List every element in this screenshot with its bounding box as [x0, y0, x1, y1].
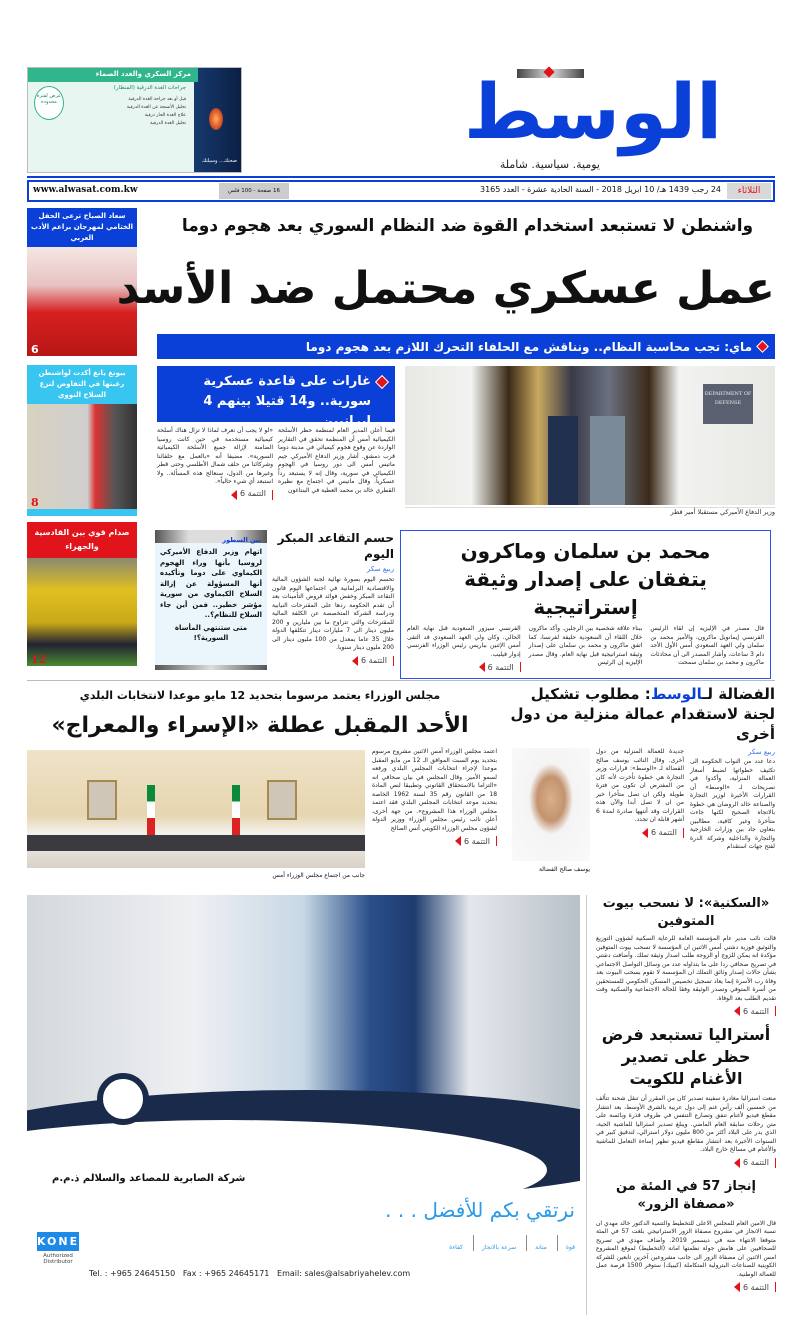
retirement-article: [272, 530, 394, 666]
housing-headline: «السكنية»: لا نسحب بيوت المتوفين: [602, 896, 770, 929]
ad-subtitle: جراحات الغدة الدرقية (المنظار): [113, 85, 186, 91]
strap-text: ماي: تجب محاسبة النظام.. ونناقش مع الحلفاء التحرك اللازم بعد هجوم دوما: [305, 339, 752, 354]
lead-col-2-text: «لو لا يجب أن نعرف لماذا لا تزال هناك أسلحة كيميائية مستخدمة في حين كانت روسيا الضامنة لإزالة جميع الأسلحة الكيميائية السورية». مضيفا أنه «بالعمل مع حلفائنا وشركائنا من حلف شمال الأطلسي وحتى قطر وغيرها من الدول، سنعالج هذه المسألة.. ولا استبعد أي شيء حالياً».: [157, 427, 273, 485]
pages-price: 16 صفحة - 100 فلس: [219, 183, 289, 199]
byline: ربيع سكر: [367, 565, 394, 573]
defense-sign: DEPARTMENT OF DEFENSE: [703, 384, 753, 424]
ad-item: تحليل الأنسجة عن الغدة الدرقية: [126, 105, 186, 110]
holiday-kicker: مجلس الوزراء يعتمد مرسوما بتحديد 12 مايو موعدا لانتخابات البلدي: [79, 689, 441, 702]
mbs-headline: محمد بن سلمان وماكرون يتفقان على إصدار وثيقة إستراتيجية: [460, 539, 711, 619]
diamond-icon: [756, 340, 769, 353]
holiday-headline: الأحد المقبل عطلة «الإسراء والمعراج»: [51, 713, 469, 738]
ad-badge: عرض لفترة محدودة: [34, 86, 64, 120]
teaser-title: بيونغ يانغ أكدت لواشنطن رغبتها في التفاوض لنزع السلاح النووي: [27, 365, 137, 404]
australia-body: منعت استراليا مغادرة سفينة تصدير كان من المقرر أن تنقل شحنة تتألف من خمسين ألف رأس غنم إلى دول عربية بالشرق الأوسط، بعد انتشار مقطع فيديو لأغنام تنفق وتصارع التنفس في ظروف قذرة وبائسة على متن رحلات سابقة العام الماضي. ويبلغ تصدير استراليا للماشية الحية، الذي يدر على البلاد أكثر من 800 مليون دولار استرالي، لتدقيق كبير في السنوات الأخيرة بعد انتشار مقاطع فيديو تظهر إساءة التعامل للماشية والأغنام في مسالخ خارج البلاد.: [596, 1095, 776, 1153]
continued-label: التتمة 6: [463, 836, 490, 846]
australia-headline: أستراليا تستبعد فرض حظر على تصدير الأغنام للكويت: [601, 1025, 771, 1088]
newspaper-logo: الوسط: [463, 67, 723, 156]
continued-link[interactable]: [407, 662, 521, 672]
fadala-col-1: [690, 748, 775, 852]
lead-photo: [405, 366, 775, 505]
column-text: اتهام وزير الدفاع الأميركي لروسيا بأنها وراء الهجوم الكيماوي على دوما وتأكيده أنها المسؤولة عن إزالة السلاح الكيماوي من سورية مؤشر خطير.. فمن أين جاء السلاح للنظام؟..: [160, 548, 262, 619]
continued-link[interactable]: [596, 1006, 776, 1016]
red-arrow-icon: [455, 836, 461, 846]
masthead-rule: [27, 176, 775, 178]
cabinet-caption: جانب من اجتماع مجلس الوزراء أمس: [272, 872, 365, 879]
continued-link[interactable]: [157, 490, 273, 500]
continued-label: التتمة 6: [239, 489, 266, 499]
right-column-rule: [586, 895, 587, 1315]
headline-prefix: الفضالة لـ: [702, 685, 775, 703]
column-question: متى ستنتهي المأساة السورية؟!: [174, 623, 248, 642]
cabinet-photo: [27, 750, 365, 868]
fadala-col-2: [596, 748, 684, 838]
kone-logo: KONE: [37, 1232, 79, 1251]
continued-link[interactable]: [596, 1158, 776, 1168]
red-arrow-icon: [734, 1006, 740, 1016]
strikes-box: [157, 366, 395, 429]
lead-col-2: [157, 427, 273, 500]
teaser-title: صدام قوي بين القادسية والجهراء: [27, 522, 137, 558]
continued-label: التتمة 6: [742, 1282, 769, 1292]
between-lines-box: [155, 530, 267, 670]
health-ad[interactable]: [27, 67, 242, 173]
refinery-body: قال الامين العام للمجلس الاعلى للتخطيط والتنمية الدكتور خالد مهدي ان نسبة الانجاز في مشروع مصفاة الزور الاستراتيجي بلغت 57 في المئة متوقعا الانتهاء منه في ديسمبر 2019. واضاف مهدي في تصريح للصحافيين على هامش جولة نظمتها امانة (التخطيط) لموقع المشروع امس الاثنين ان مصفاة الزور الى جانب مشروعين آخرين تابعين للشركة الكويتية للصناعات البترولية المتكاملة (كيبيك) ستوفر 1500 فرصة عمل للعمالة الوطنية.: [596, 1219, 776, 1278]
byline: ربيع سكر: [748, 748, 775, 756]
mbs-col: قال مصدر في الإليزيه إن لقاء الرئيس الفرنسي إيمانويل ماكرون، والأمير محمد بن سلمان ولي العهد السعودي أمس الأول الأحد دام 3 ساعات. وأشار المصدر الى أن محادثات ماكرون و محمد بن سلمان سمحت: [650, 625, 764, 666]
teaser-photo: [27, 558, 137, 666]
ad-features: [449, 1235, 575, 1251]
diamond-icon: [375, 375, 389, 389]
page-number: 12: [31, 653, 47, 666]
sidebar-teaser[interactable]: [27, 365, 137, 516]
feature-item: سرعة بالانجاز: [473, 1235, 516, 1251]
lead-col-1: [278, 427, 395, 495]
continued-label: التتمة 6: [650, 828, 677, 837]
ad-title: مركز السكري والغدد الصماء: [95, 70, 191, 78]
ad-item: تحليل الغدة الدرقية: [150, 121, 186, 126]
continued-link[interactable]: [596, 1282, 776, 1292]
mbs-article: [400, 530, 771, 679]
ad-slogan: نرتقي بكم للأفضل . . .: [385, 1198, 575, 1222]
fadala-col-2-text: جديدة للعمالة المنزلية من دول أخرى. وقال النائب يوسف صالح الفضالة لـ «الوسط»: قرارات وزير التجارة هي خطوة تأخرت لأنه كان من المفترض ان تكون من فترة طويلة ولكن ان تصل متأخرا خير من ان لا تصل أبدا والآن هذه القرارات وقد أنتهها صادرة لمدة 6 أشهر قابلة ان تجدد.: [596, 748, 684, 823]
red-arrow-icon: [734, 1158, 740, 1168]
strikes-headline: غارات على قاعدة عسكرية سورية.. و14 قتيلا بينهم 4 إيرانيين: [203, 374, 371, 429]
feature-item: قوة: [557, 1235, 575, 1251]
column-label: بين السطور: [222, 536, 261, 544]
issue-date: 24 رجب 1439 هـ/ 10 ابريل 2018 - السنة الحادية عشرة - العدد 3165: [480, 185, 721, 194]
lead-photo-caption: وزير الدفاع الأميركي مستقبلا أمير قطر: [405, 507, 775, 516]
ad-item: قبل أو بعد جراحة الغدة الدرقية: [128, 97, 186, 102]
ad-company: شركة الصابرية للمصاعد والسلالم ذ.م.م: [52, 1173, 246, 1184]
continued-label: التتمة 6: [742, 1006, 769, 1016]
date-bar: [27, 180, 775, 202]
thyroid-glow: [209, 108, 223, 130]
fadala-col-1-text: دعا عدد من النواب الحكومة الى تكثيف خطواتها لضبط أسعار العمالة المنزلية، وأكدوا في تصريحات لـ «الوسط» أن القرارات الأخيرة لوزير التجارة والصناعة خالد الروضان هي خطوة بالاتجاه الصحيح لكنها جاءت متأخرة وغير كافية، مطالبين بتعاون جاد بين وزارات الخارجية والتجارة والداخلية وشركة الدرة لفتح جهات استقدام: [690, 758, 775, 850]
brand-name: الوسط: [650, 685, 703, 703]
continued-label: التتمة 6: [487, 662, 514, 672]
housing-body: قالت نائب مدير عام المؤسسة العامة للرعاية السكنية لشؤون التوزيع والتوثيق فوزية دشتي أمس الاثنين ان المؤسسة لا تسحب بيوت المتوفين مؤكدة انه يمكن للزوج أو الزوجة طلب اصدار وثيقة تملك. وأضافت دشتي في تصريح صحافي ردا على ما يتداوله عدد من وسائل التواصل الاجتماعي بشأن حالات إصدار وثائق التملك ان المؤسسة لا تقوم بسحب البيوت بعد وفاة رب الأسرة إنما يعاد تسجيل تخصيص المسكن الحكومي للمستحقين من أسرة المتوفي وتصدر الوثيقة وفقا للحالة الاجتماعية والسكنية وقت تقديم الطلب بعد الوفاة.: [596, 935, 776, 1002]
ad-contact: Tel. : +965 24645150 Fax : +965 24645171 Email: sales@alsabriyahelev.com: [89, 1269, 411, 1278]
kone-note: Authorized Distributor: [43, 1253, 73, 1265]
red-arrow-icon: [231, 490, 237, 500]
refinery-headline: إنجاز 57 في المئة من «مصفاة الزور»: [616, 1178, 756, 1212]
page-number: 8: [31, 496, 39, 509]
teaser-photo: [27, 404, 137, 509]
lead-kicker: واشنطن لا تستبعد استخدام القوة ضد النظام السوري بعد هجوم دوما: [181, 216, 754, 236]
holiday-body-text: اعتمد مجلس الوزراء أمس الاثنين مشروع مرسوم بتحديد يوم السبت الموافق الـ 12 من مايو المقبل موعدا لإجراء انتخابات المجلس البلدي ورفعه لسمو الأمير. وقال المجلس في بيان صحافي انه «التزاما بالاستحقاق القانوني وتطبيقا لنص المادة 18 من القانون رقم 35 لسنة 1962 الخاصة بتحديد موعد انتخابات المجلس البلدي فقد اعتمد مجلس الوزراء هذا المشروع». من جهة أخرى، أعلن نائب رئيس مجلس الوزراء ووزير الدولة لشؤون مجلس الوزراء الكويتي أنس الصالح: [372, 748, 498, 832]
lead-strap: [157, 334, 775, 359]
continued-link[interactable]: [372, 836, 497, 846]
fadala-headline: [500, 684, 775, 744]
ad-slogan: صحتك... وسيلتك: [201, 158, 237, 164]
retirement-headline: حسم التقاعد المبكر اليوم: [277, 531, 394, 561]
day-label: الثلاثاء: [727, 183, 771, 199]
continued-label: التتمة 6: [742, 1158, 769, 1167]
fadala-photo: [512, 748, 590, 861]
red-arrow-icon: [642, 828, 648, 838]
red-arrow-icon: [734, 1282, 740, 1292]
continued-link[interactable]: [596, 828, 684, 838]
retirement-body: تحسم اليوم بصورة نهائية لجنة الشؤون المالية والاقتصادية البرلمانية في اجتماعها اليوم قانون التقاعد المبكر وخفض فوائد قروض التأمينات بعد أن تقدم الحكومة ردها على المقترحات النيابية ودراسة الشركة المتخصصة عن الكلفة المالية للمقترحات والتي تتراوح ما بين مليارين و 200 مليون دينار الى 7 مليارات دينار تتكلفها الدولة خلال 35 عاما بمعدل من 100 مليون دينار الى 200 مليون دينار سنويا.: [272, 576, 394, 651]
continued-label: التتمة 6: [360, 656, 387, 665]
section-divider: [27, 680, 775, 681]
lead-col-1-text: فيما أعلن المدير العام لمنظمة حظر الأسلحة الكيميائية أمس أن المنظمة تحقق في التقارير الواردة عن وقوع هجوم كيميائي في مدينة دوما قرب دمشق. أشار وزير الدفاع الأميركي جيم ماتيس أمس الى دور روسيا في الهجوم الكيميائي في سورية، وقال إنه لا يستبعد رداً عسكرياً. وقال ماتيس في اجتماع مع نظيره القطري خالد بن محمد العطية في البنتاغون: [278, 427, 395, 494]
page-number: 6: [31, 343, 39, 356]
elevator-ad[interactable]: [27, 895, 580, 1315]
red-arrow-icon: [479, 662, 485, 672]
lead-headline: عمل عسكري محتمل ضد الأسد: [116, 263, 775, 314]
headline-rest: : مطلوب تشكيل لجنة لاستقدام عمالة منزلية من دول أخرى: [510, 685, 775, 743]
teaser-title: سعاد الصباح ترعى الحفل الختامي لمهرجان براعم الأدب العربي: [27, 208, 137, 247]
company-logo-icon: [97, 1073, 149, 1125]
tagline: يومية. سياسية. شاملة: [499, 158, 600, 171]
sidebar-teaser[interactable]: [27, 522, 137, 666]
feature-item: كفاءة: [449, 1244, 463, 1251]
ad-item: علاج الغدة الجار درقية: [144, 113, 186, 118]
housing-article: [596, 895, 776, 1292]
feature-item: متانة: [526, 1235, 547, 1251]
mbs-col: الفرنسي سيزور السعودية قبل نهاية العام الحالي. وكان ولي العهد السعودي قد التقى أمس الإثنين بباريس رئيس الوزراء الفرنسي إدوار فيليب.: [406, 625, 521, 658]
fadala-caption: يوسف صالح الفضالة: [538, 866, 590, 873]
continued-link[interactable]: [272, 656, 394, 666]
website-link[interactable]: www.alwasat.com.kw: [33, 185, 138, 195]
holiday-body: [372, 748, 497, 846]
mbs-col: ببناء علاقة شخصية بين الرجلين. وأكد ماكرون خلال اللقاء أن السعودية حليفة لفرنسا، كما اتفق ماكرون و محمد بن سلمان على إصدار وثيقة استراتيجية قبل نهاية العام. وقال مصدر الإليزيه إن الرئيس: [528, 625, 643, 666]
red-arrow-icon: [352, 656, 358, 666]
